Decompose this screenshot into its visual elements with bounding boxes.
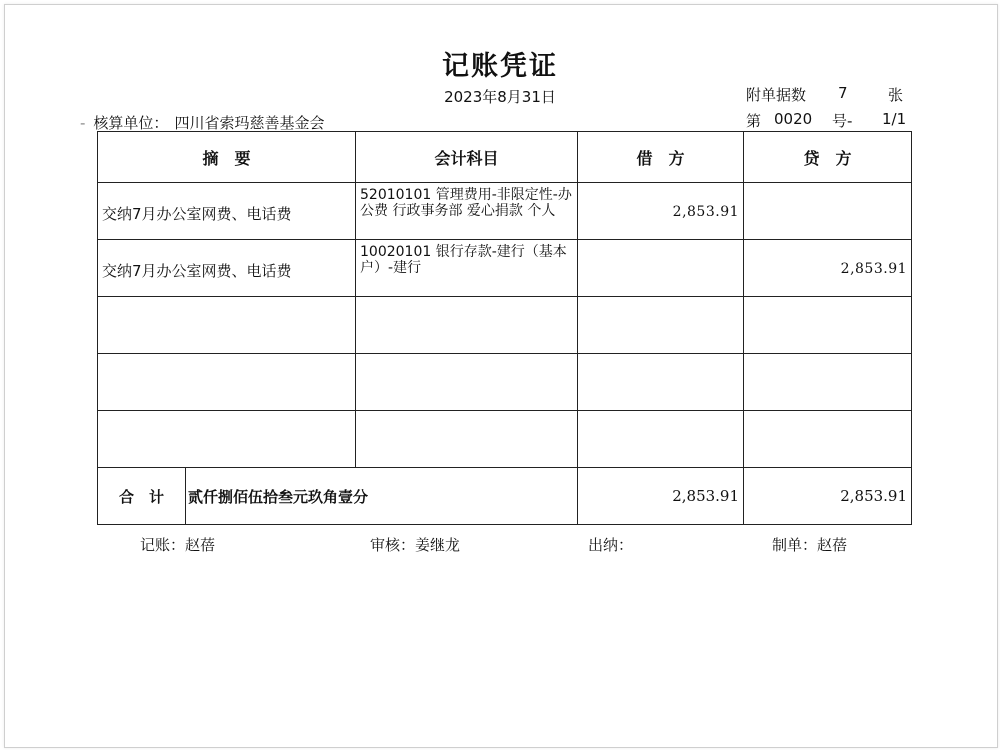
accounting-unit <box>80 112 324 133</box>
col-header-debit: 借 方 <box>578 132 744 183</box>
total-row <box>98 468 912 525</box>
voucher-table <box>97 131 912 525</box>
empty-cell <box>356 354 578 411</box>
unit-label: 核算单位： <box>93 114 169 132</box>
table-row-empty <box>98 411 912 468</box>
entry-debit <box>578 240 744 297</box>
entry-summary: 交纳7月办公室网费、电话费 <box>98 240 356 297</box>
empty-cell <box>98 354 356 411</box>
attachment-label: 附单据数 <box>746 86 807 104</box>
col-header-summary: 摘 要 <box>98 132 356 183</box>
empty-cell <box>356 297 578 354</box>
preparer-signature: 制单：赵蓓 <box>772 536 848 554</box>
empty-cell <box>744 411 912 468</box>
table-row <box>98 183 912 240</box>
entry-account: 10020101 银行存款-建行（基本户）-建行 <box>356 240 578 297</box>
col-header-account: 会计科目 <box>356 132 578 183</box>
empty-cell <box>98 297 356 354</box>
bookkeeper-signature: 记账：赵蓓 <box>140 536 216 554</box>
entry-debit: 2,853.91 <box>578 183 744 240</box>
empty-cell <box>356 411 578 468</box>
voucher-number-prefix: 第 <box>746 112 762 130</box>
voucher-number-suffix: 号- <box>832 112 853 130</box>
table-header-row <box>98 132 912 183</box>
attachment-number: 7 <box>838 84 848 102</box>
voucher-number-value: 0020 <box>774 110 813 128</box>
total-label: 合 计 <box>98 468 186 525</box>
empty-cell <box>98 411 356 468</box>
empty-cell <box>578 411 744 468</box>
voucher-page: 1/1 <box>882 110 907 128</box>
empty-cell <box>578 354 744 411</box>
entry-credit <box>744 183 912 240</box>
cashier-signature: 出纳： <box>588 536 634 554</box>
entry-account: 52010101 管理费用-非限定性-办公费 行政事务部 爱心捐款 个人 <box>356 183 578 240</box>
reviewer-signature: 审核：姜继龙 <box>370 536 461 554</box>
empty-cell <box>744 354 912 411</box>
voucher-date: 2023年8月31日 <box>444 88 556 106</box>
total-credit: 2,853.91 <box>744 468 912 525</box>
attachment-unit: 张 <box>888 86 904 104</box>
table-row-empty <box>98 354 912 411</box>
unit-name: 四川省索玛慈善基金会 <box>174 114 325 132</box>
empty-cell <box>744 297 912 354</box>
total-debit: 2,853.91 <box>578 468 744 525</box>
total-amount-words: 贰仟捌佰伍拾叁元玖角壹分 <box>186 468 578 525</box>
voucher-title: 记账凭证 <box>442 51 558 82</box>
table-row-empty <box>98 297 912 354</box>
unit-dash: - <box>80 114 86 132</box>
entry-credit: 2,853.91 <box>744 240 912 297</box>
entry-summary: 交纳7月办公室网费、电话费 <box>98 183 356 240</box>
empty-cell <box>578 297 744 354</box>
col-header-credit: 贷 方 <box>744 132 912 183</box>
table-row <box>98 240 912 297</box>
